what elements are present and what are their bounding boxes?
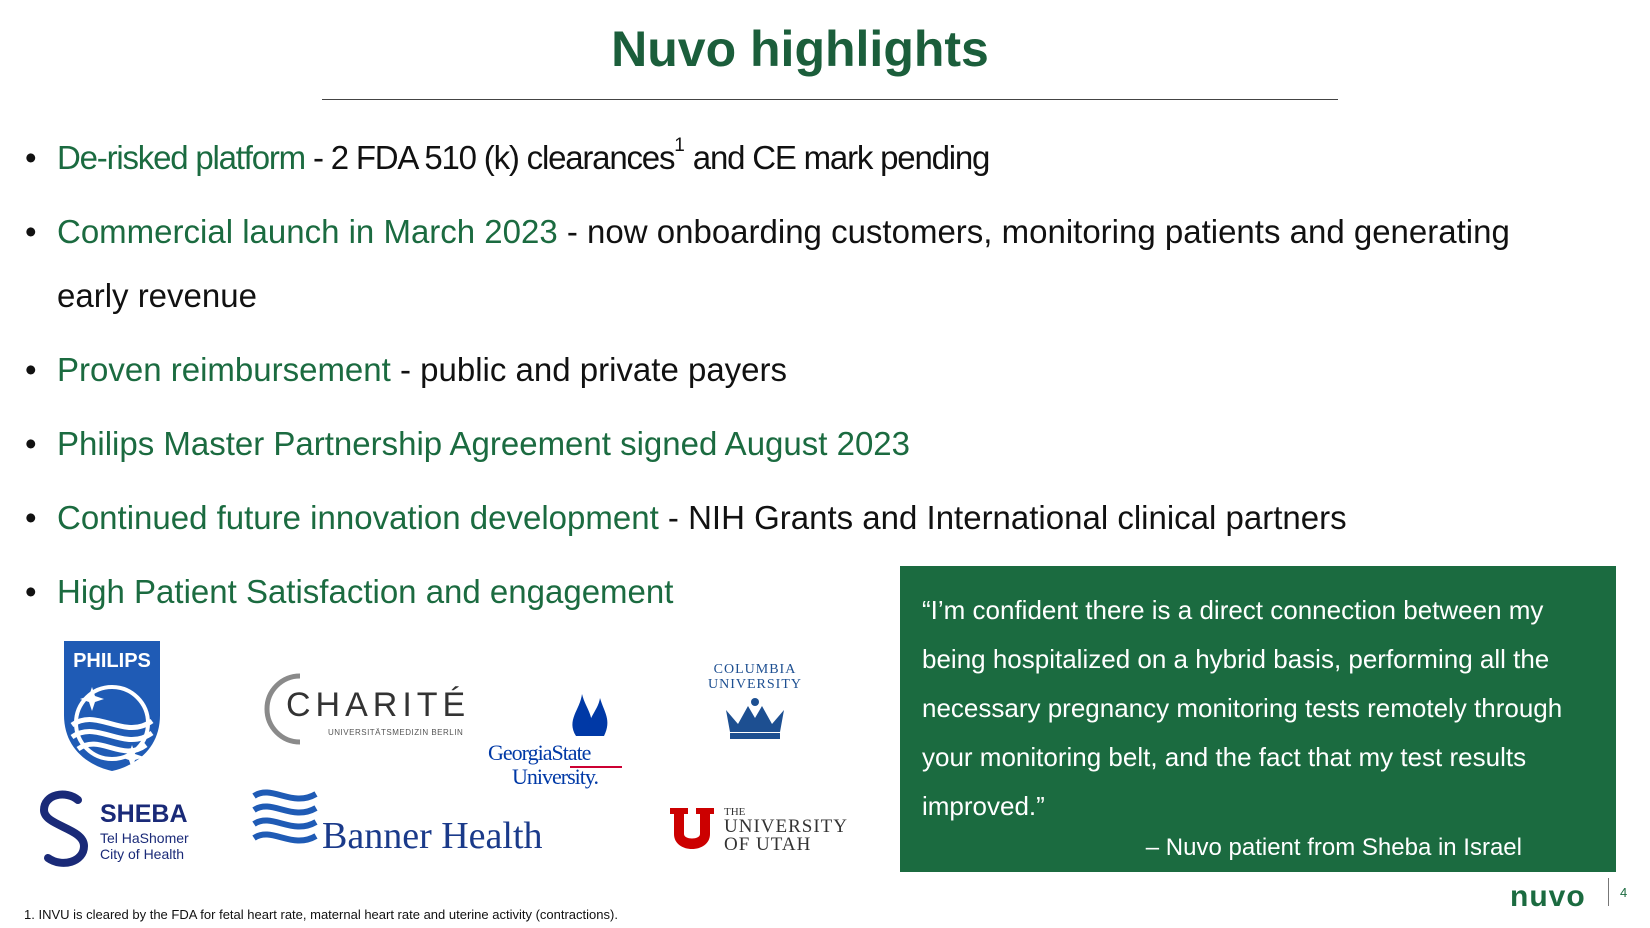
bullet-highlight: Commercial launch in March 2023: [57, 213, 558, 250]
banner-wordmark: Banner Health: [322, 815, 543, 857]
brand-divider: [1608, 878, 1609, 906]
banner-waves-icon: [252, 784, 318, 854]
bullet-text: - public and private payers: [390, 351, 788, 388]
charite-subtitle: UNIVERSITÄTSMEDIZIN BERLIN: [328, 728, 464, 737]
bullet-dot-icon: •: [25, 425, 37, 462]
bullet-item: [25, 338, 1545, 402]
bullet-dot-icon: •: [25, 573, 37, 610]
charite-logo: [264, 672, 471, 752]
flame-icon: [566, 690, 616, 738]
banner-health-logo: [252, 784, 592, 864]
utah-wordmark-3: OF UTAH: [724, 834, 812, 855]
utah-wordmark-2: UNIVERSITY: [724, 816, 848, 837]
bullet-dot-icon: •: [25, 351, 37, 388]
georgia-state-logo: [488, 690, 628, 790]
bullet-highlight: Philips Master Partnership Agreement signed August 2023: [57, 425, 911, 462]
bullet-dot-icon: •: [25, 499, 37, 536]
bullet-text: - NIH Grants and International clinical partners: [658, 499, 1347, 536]
bullet-item: [25, 486, 1545, 550]
sheba-subtitle-1: Tel HaShomer: [100, 830, 189, 846]
bullet-dot-icon: •: [25, 213, 37, 250]
bullet-highlight: De-risked platform: [57, 139, 305, 176]
georgia-wordmark-line2: University.: [512, 764, 598, 789]
nuvo-logo: nuvo: [1510, 880, 1586, 913]
quote-text: “I’m confident there is a direct connection between my being hospitalized on a hybrid basis, performing all the necessary pregnancy monitoring tests remotely through your monitoring belt, and the fact that my test results improved.”: [922, 595, 1563, 821]
utah-u-icon: [668, 806, 716, 852]
title-divider: [322, 99, 1338, 100]
bullet-item: [25, 412, 1545, 476]
footnote-marker: 1: [674, 135, 685, 156]
columbia-wordmark-line2: UNIVERSITY: [708, 677, 802, 692]
bullet-highlight: High Patient Satisfaction and engagement: [57, 573, 674, 610]
charite-wordmark: CHARITÉ: [286, 686, 471, 724]
columbia-wordmark-line1: COLUMBIA: [713, 662, 797, 677]
crown-icon: [720, 696, 790, 740]
university-of-utah-logo: [668, 806, 858, 866]
quote-attribution: – Nuvo patient from Sheba in Israel: [1145, 834, 1522, 861]
bullet-text-continued: and CE mark pending: [684, 139, 990, 176]
bullet-dot-icon: •: [25, 139, 37, 176]
bullet-highlight: Proven reimbursement: [57, 351, 391, 388]
bullet-text: - 2 FDA 510 (k) clearances: [304, 139, 675, 176]
bullet-item: [25, 126, 1545, 190]
georgia-wordmark-line1: GeorgiaState: [488, 740, 591, 765]
bullet-item: [25, 200, 1545, 328]
highlights-list: [25, 126, 1545, 634]
footnote: 1. INVU is cleared by the FDA for fetal heart rate, maternal heart rate and uterine activity (contractions).: [24, 907, 618, 922]
sheba-s-icon: [36, 790, 92, 868]
page-title: Nuvo highlights: [611, 21, 989, 77]
bullet-highlight: Continued future innovation development: [57, 499, 659, 536]
columbia-logo: [700, 662, 810, 752]
philips-wordmark: PHILIPS: [73, 650, 151, 672]
philips-logo: [58, 637, 166, 773]
sheba-subtitle-2: City of Health: [100, 846, 185, 862]
bullet-text: - now onboarding customers, monitoring patients and generating early revenue: [57, 213, 1510, 314]
patient-quote-box: [900, 566, 1616, 872]
sheba-wordmark: SHEBA: [100, 800, 188, 828]
page-number: 4: [1620, 885, 1628, 900]
sheba-logo: [36, 790, 206, 870]
utah-wordmark-1: THE: [724, 806, 746, 818]
